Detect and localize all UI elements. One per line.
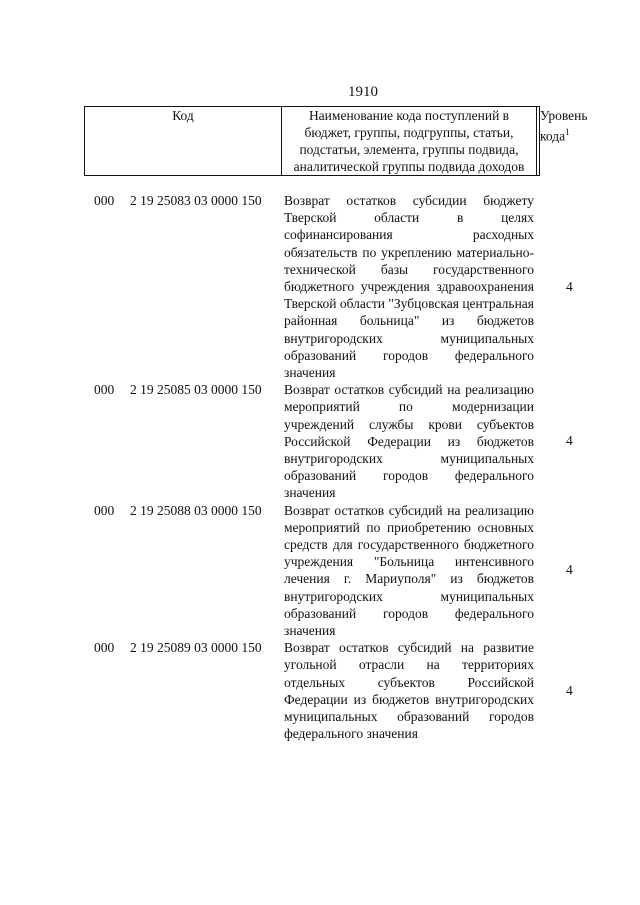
revenue-code: 2 19 25089 03 0000 150	[130, 640, 262, 656]
row-description: Возврат остатков субсидий на развитие угольной отрасли на территориях отдельных субъектов Российской Федерации из бюджетов внутригородских муниципальных образований городов федерального значения	[284, 640, 534, 742]
table-header	[84, 106, 588, 176]
header-level	[537, 107, 588, 176]
page-number: 1910	[348, 84, 378, 100]
code-list	[0, 192, 640, 743]
row-description: Возврат остатков субсидий на реализацию мероприятий по приобретению основных средств для государственного бюджетного учреждения "Больница интенсивного лечения г. Мариуполя" из бюджетов внутригородских муниципальных образований городов федерального значения	[284, 502, 534, 639]
admin-code: 000	[94, 640, 115, 656]
admin-code: 000	[94, 502, 115, 518]
table-row	[0, 381, 640, 501]
row-level: 4	[566, 433, 573, 449]
table-row	[0, 502, 640, 640]
table-row	[0, 639, 640, 742]
admin-code: 000	[94, 193, 115, 208]
revenue-code: 2 19 25088 03 0000 150	[130, 502, 262, 518]
row-level: 4	[566, 278, 573, 294]
revenue-code: 2 19 25083 03 0000 150	[130, 193, 262, 208]
header-code: Код	[85, 107, 282, 176]
row-level: 4	[566, 562, 573, 578]
row-level: 4	[566, 682, 573, 698]
header-name: Наименование кода поступлений в бюджет, группы, подгруппы, статьи, подстатьи, элемента, группы подвида, аналитической группы подвида доходов	[282, 107, 537, 176]
header-level-label: Уровень кода	[540, 108, 588, 144]
row-description: Возврат остатков субсидий на реализацию мероприятий по модернизации учреждений службы крови субъектов Российской Федерации из бюджетов внутригородских муниципальных образований городов федерального значения	[284, 382, 534, 501]
row-description: Возврат остатков субсидии бюджету Тверской области в целях софинансирования расходных обязательств по укреплению материально-технической базы государственного бюджетного учреждения здравоохранения Тверской области "Зубцовская центральная районная больница" из бюджетов внутригородских муниципальных образований городов федерального значения	[284, 193, 534, 381]
revenue-code: 2 19 25085 03 0000 150	[130, 382, 262, 398]
header-level-footnote: 1	[565, 127, 570, 137]
admin-code: 000	[94, 382, 115, 398]
table-row	[0, 192, 640, 381]
